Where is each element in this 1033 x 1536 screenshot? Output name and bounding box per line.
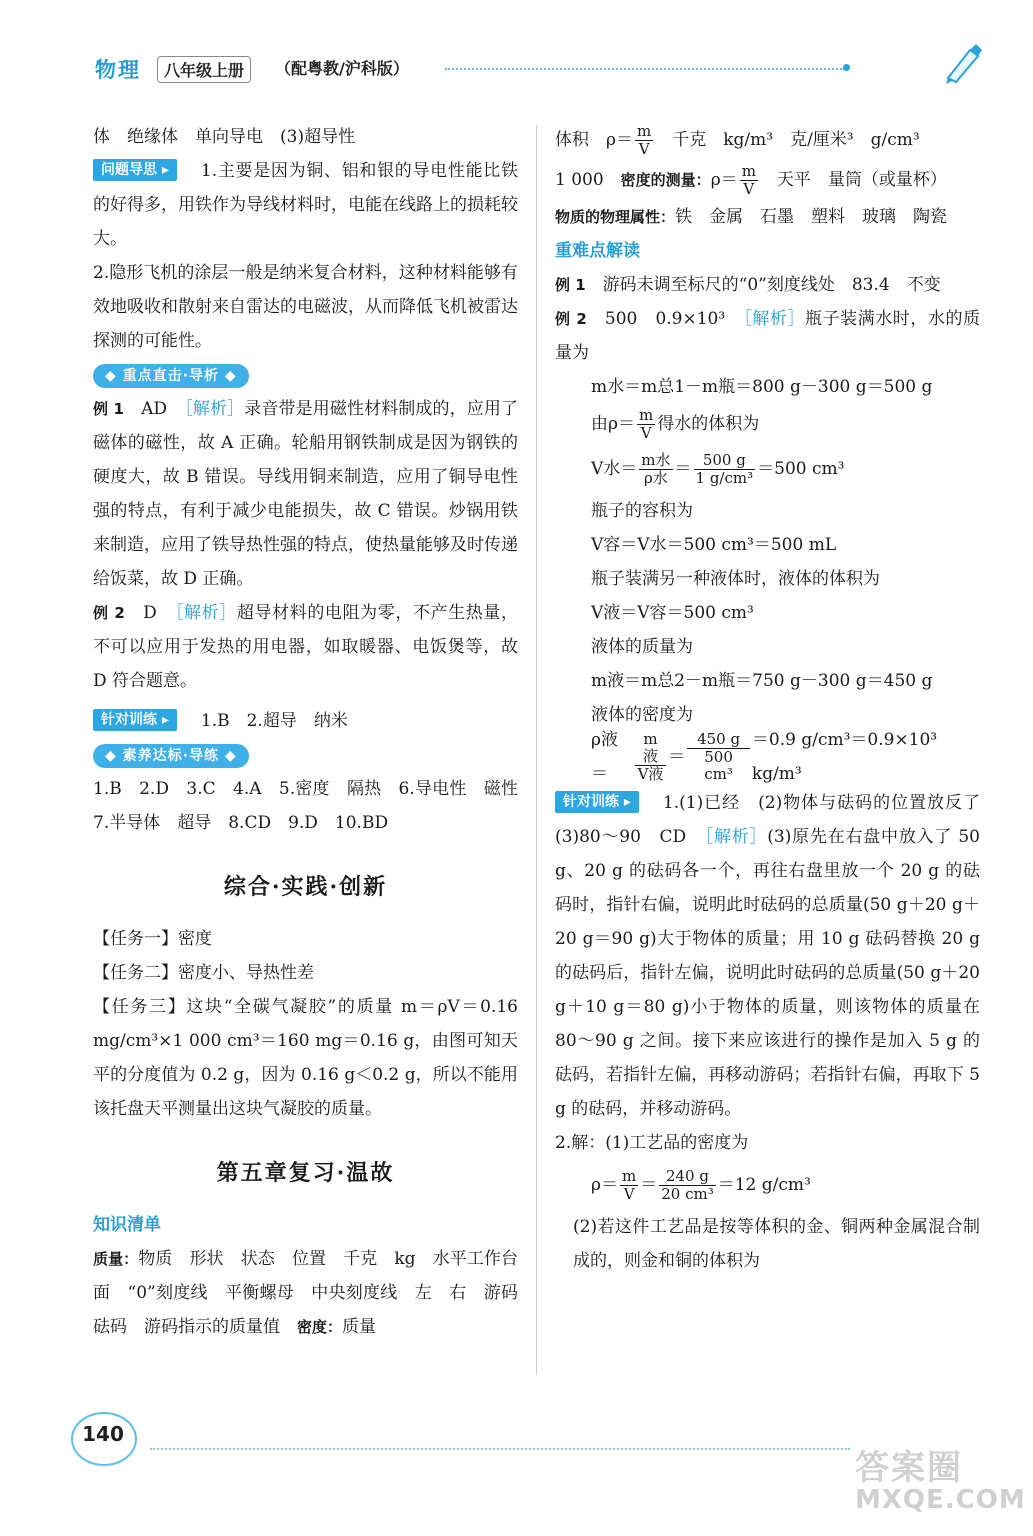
r-ex2-label: 例 2 (555, 310, 587, 328)
frac-num: m水 (641, 450, 671, 469)
f2-post: 得水的体积为 (657, 414, 760, 434)
zsqd-heading: 知识清单 (93, 1215, 161, 1235)
r3-bold: 物质的物理属性： (555, 208, 676, 226)
f11-eq: ＝ (668, 747, 686, 767)
frac-num: 240 g (659, 1168, 716, 1186)
frac-num: 450 g (687, 731, 750, 749)
page-header (95, 52, 975, 86)
r2-a: 1 000 (555, 170, 621, 190)
page-number-badge (66, 1410, 144, 1466)
example-2-text: 超导材料的电阻为零，不产生热量，不可以应用于发热的用电器，如取暖器、电饭煲等，故 D 符合题意。 (93, 603, 519, 691)
formula-8: 液体的质量为 (591, 637, 693, 657)
f11-pre: ρ液＝ (591, 730, 618, 784)
header-dotted-line (445, 68, 845, 70)
formula-3 (555, 444, 980, 494)
page-number: 140 (82, 1422, 124, 1446)
footer-dotted-line (150, 1448, 850, 1450)
r-ex1-text: 游码未调至标尺的“0”刻度线处 83.4 不变 (602, 275, 941, 295)
r-ex2-text2: 瓶子装满水时，水的质量为 (555, 309, 981, 363)
frac-den: 500 cm³ (704, 748, 733, 783)
formula-10: 液体的密度为 (591, 705, 693, 725)
frac-num: 500 g (694, 452, 756, 470)
fraction-240g-20cm (659, 1168, 716, 1203)
frac-den: V (640, 423, 652, 442)
frac-den: ρ水 (643, 468, 668, 487)
r3-text: 铁 金属 石墨 塑料 玻璃 陶瓷 (675, 207, 948, 227)
fraction-m-v (635, 123, 653, 158)
f12-post: ＝12 g/cm³ (717, 1175, 811, 1195)
formula-5: V容＝V水＝500 cm³＝500 mL (591, 535, 837, 555)
fraction-m-v (620, 1168, 638, 1203)
r2-c: 天平 量筒（或量杯） (759, 170, 947, 190)
jiexi-label: ［解析］ (704, 827, 768, 847)
r-zdxl-1 (555, 786, 997, 1126)
formula-4: 瓶子的容积为 (591, 501, 693, 521)
frac-num: m (637, 121, 652, 140)
formula-7: V液＝V容＝500 cm³ (591, 603, 754, 623)
r-ex1-label: 例 1 (555, 276, 586, 294)
left-column (93, 120, 535, 1344)
frac-num: m (741, 161, 756, 180)
fraction-450g-500cm (687, 731, 750, 783)
example-1-label: 例 1 (93, 400, 124, 418)
rho-eq: ρ＝ (608, 414, 635, 434)
r-example-2 (555, 302, 980, 370)
f12-pre: ρ＝ (591, 1175, 618, 1195)
task-2: 【任务二】密度小、导热性差 (93, 963, 314, 983)
column-divider (536, 125, 537, 1375)
fraction-ml-vl (635, 731, 667, 783)
r1-b: 千克 kg/m³ 克/厘米³ g/cm³ (655, 130, 920, 150)
task-1: 【任务一】密度 (93, 929, 212, 949)
formula-11 (555, 732, 980, 782)
formula-2 (555, 404, 980, 444)
r-example-1 (555, 268, 980, 302)
formula-6: 瓶子装满另一种液体时，液体的体积为 (591, 569, 880, 589)
frac-num: m液 (635, 731, 667, 766)
subject-title: 物理 (95, 58, 141, 82)
continuation-line: 体 绝缘体 单向导电 (3)超导性 (93, 127, 356, 147)
watermark-url: MXQE.COM (855, 1485, 1026, 1515)
right-column (555, 120, 997, 1278)
f3-post: ＝500 cm³ (757, 459, 845, 479)
formula-12 (555, 1160, 980, 1210)
syd-pill: ◆ 素养达标·导练 ◆ (93, 744, 249, 768)
example-1 (93, 392, 518, 596)
example-2-label: 例 2 (93, 604, 125, 622)
zdxl-answers: 1.B 2.超导 纳米 (200, 711, 348, 731)
r2-bold: 密度的测量： (620, 171, 711, 189)
jiexi-label: ［解析］ (743, 309, 806, 329)
f3-pre: V水＝ (591, 459, 638, 479)
wtdx-tag: 问题导思 ▸ (93, 159, 177, 181)
fraction-m-v (740, 163, 758, 198)
section-title-2: 第五章复习·温故 (216, 1160, 395, 1186)
f3-mid: ＝ (674, 459, 692, 479)
zdzj-pill: ◆ 重点直击·导析 ◆ (93, 364, 249, 388)
zsqd-bold-2: 密度： (297, 1318, 343, 1336)
zndjd-heading: 重难点解读 (555, 241, 640, 261)
frac-den: 1 g/cm³ (695, 468, 754, 487)
zdxl-tag: 针对训练 ▸ (93, 709, 177, 731)
fraction-m-v (637, 407, 655, 442)
right-line-2 (555, 160, 980, 200)
fraction-mw-rhow (639, 452, 672, 487)
frac-num: m (639, 405, 654, 424)
frac-den: V液 (637, 765, 664, 783)
r-zdxl-1a: 1.(1)已经 (2)物体与砝码的位置放反了 (3)80～90 CD (555, 793, 997, 847)
f12-eq: ＝ (640, 1175, 658, 1195)
frac-num: m (622, 1166, 637, 1185)
jiexi-label: ［解析］ (184, 399, 245, 419)
watermark (855, 1440, 1026, 1515)
r-zdxl-tag: 针对训练 ▸ (555, 791, 639, 813)
right-line-1 (555, 120, 980, 160)
formula-9: m液＝m总2－m瓶＝750 g－300 g＝450 g (591, 671, 933, 691)
section-title-1: 综合·实践·创新 (223, 874, 388, 900)
example-2 (93, 596, 518, 698)
zsqd-text (93, 1242, 535, 1344)
frac-den: V (638, 139, 650, 158)
example-1-text: 录音带是用磁性材料制成的，应用了磁体的磁性，故 A 正确。轮船用钢铁制成是因为钢铁的硬度大，故 B 错误。导线用铜来制造，应用了铜导电性强的特点，有利于减少电能损失，故 C 错误。炒锅用铁来制造，应用了铁导热性强的特点，使热量能够及时传递给饭菜，故 D 正确。 (93, 399, 519, 589)
rho-eq: ρ＝ (710, 170, 738, 190)
wtdx-para-2: 2.隐形飞机的涂层一般是纳米复合材料，这种材料能够有效地吸收和散射来自雷达的电磁波，从而降低飞机被雷达探测的可能性。 (93, 263, 518, 351)
wtdx-para-1 (93, 154, 518, 256)
r-zdxl-1b: (3)原先在右盘中放入了 50 g、20 g 的砝码各一个，再往右盘里放一个 20 g 的砝码时，指针右偏，说明此时砝码的总质量(50 g＋20 g＋20 g＝90 g)大于物体的质量；用 10 g 砝码替换 20 g 的砝码后，指针左偏，说明此时砝码的总质量(50 g＋20 g＋10 g＝80 g)小于物体的质量，则该物体的质量在 80～90 g 之间。接下来应该进行的操作是加入 5 g 的砝码，若指针左偏，再移动游码；若指针右偏，再取下 5 g 的砝码，并移动游码。 (555, 827, 980, 1119)
example-2-answer: D (143, 603, 157, 623)
task-3: 【任务三】这块“全碳气凝胶”的质量 m＝ρV＝0.16 mg/cm³×1 000 cm³＝160 mg＝0.16 g，由图可知天平的分度值为 0.2 g，因为 0.16 g＜0.2 g，所以不能用该托盘天平测量出这块气凝胶的质量。 (93, 997, 518, 1119)
grade-label: 八年级上册 (157, 56, 251, 83)
syd-answers: 1.B 2.D 3.C 4.A 5.密度 隔热 6.导电性 磁性 7.半导体 超导 8.CD 9.D 10.BD (93, 779, 535, 833)
f2-pre: 由 (591, 414, 608, 434)
zsqd-text-2: 质量 (342, 1317, 377, 1337)
watermark-logo-text: 答案圈 (855, 1448, 963, 1488)
jiexi-label: ［解析］ (174, 603, 237, 623)
zdxl-line (93, 704, 518, 738)
formula-1: m水＝m总1－m瓶＝800 g－300 g＝500 g (591, 377, 933, 397)
zsqd-text-1: 物质 形状 状态 位置 千克 kg 水平工作台面 “0”刻度线 平衡螺母 中央刻度线 左 右 游码 砝码 游码指示的质量值 (93, 1249, 535, 1337)
wtdx-text-1: 1.主要是因为铜、铝和银的导电性能比铁的好得多，用铁作为导线材料时，电能在线路上的损耗较大。 (93, 161, 518, 249)
right-line-3 (555, 200, 980, 234)
frac-den: V (743, 179, 755, 198)
frac-den: V (623, 1184, 635, 1203)
zsqd-bold-1: 质量： (93, 1250, 139, 1268)
edition-label: （配粤教/沪科版） (275, 59, 409, 78)
rho-eq: ρ＝ (606, 130, 633, 150)
r-ex2-text1: 500 0.9×10³ (604, 309, 744, 329)
pen-icon (940, 40, 986, 86)
f11-post: ＝0.9 g/cm³＝0.9×10³ kg/m³ (751, 730, 938, 784)
r-zdxl-2: 2.解：(1)工艺品的密度为 (555, 1133, 749, 1153)
r1-a: 体积 (555, 130, 606, 150)
frac-den: 20 cm³ (661, 1184, 714, 1203)
fraction-500g-1gcm (694, 452, 756, 487)
header-dot (843, 64, 850, 71)
example-1-answer: AD (141, 399, 168, 419)
formula-13: (2)若这件工艺品是按等体积的金、铜两种金属混合制成的，则金和铜的体积为 (573, 1217, 980, 1271)
